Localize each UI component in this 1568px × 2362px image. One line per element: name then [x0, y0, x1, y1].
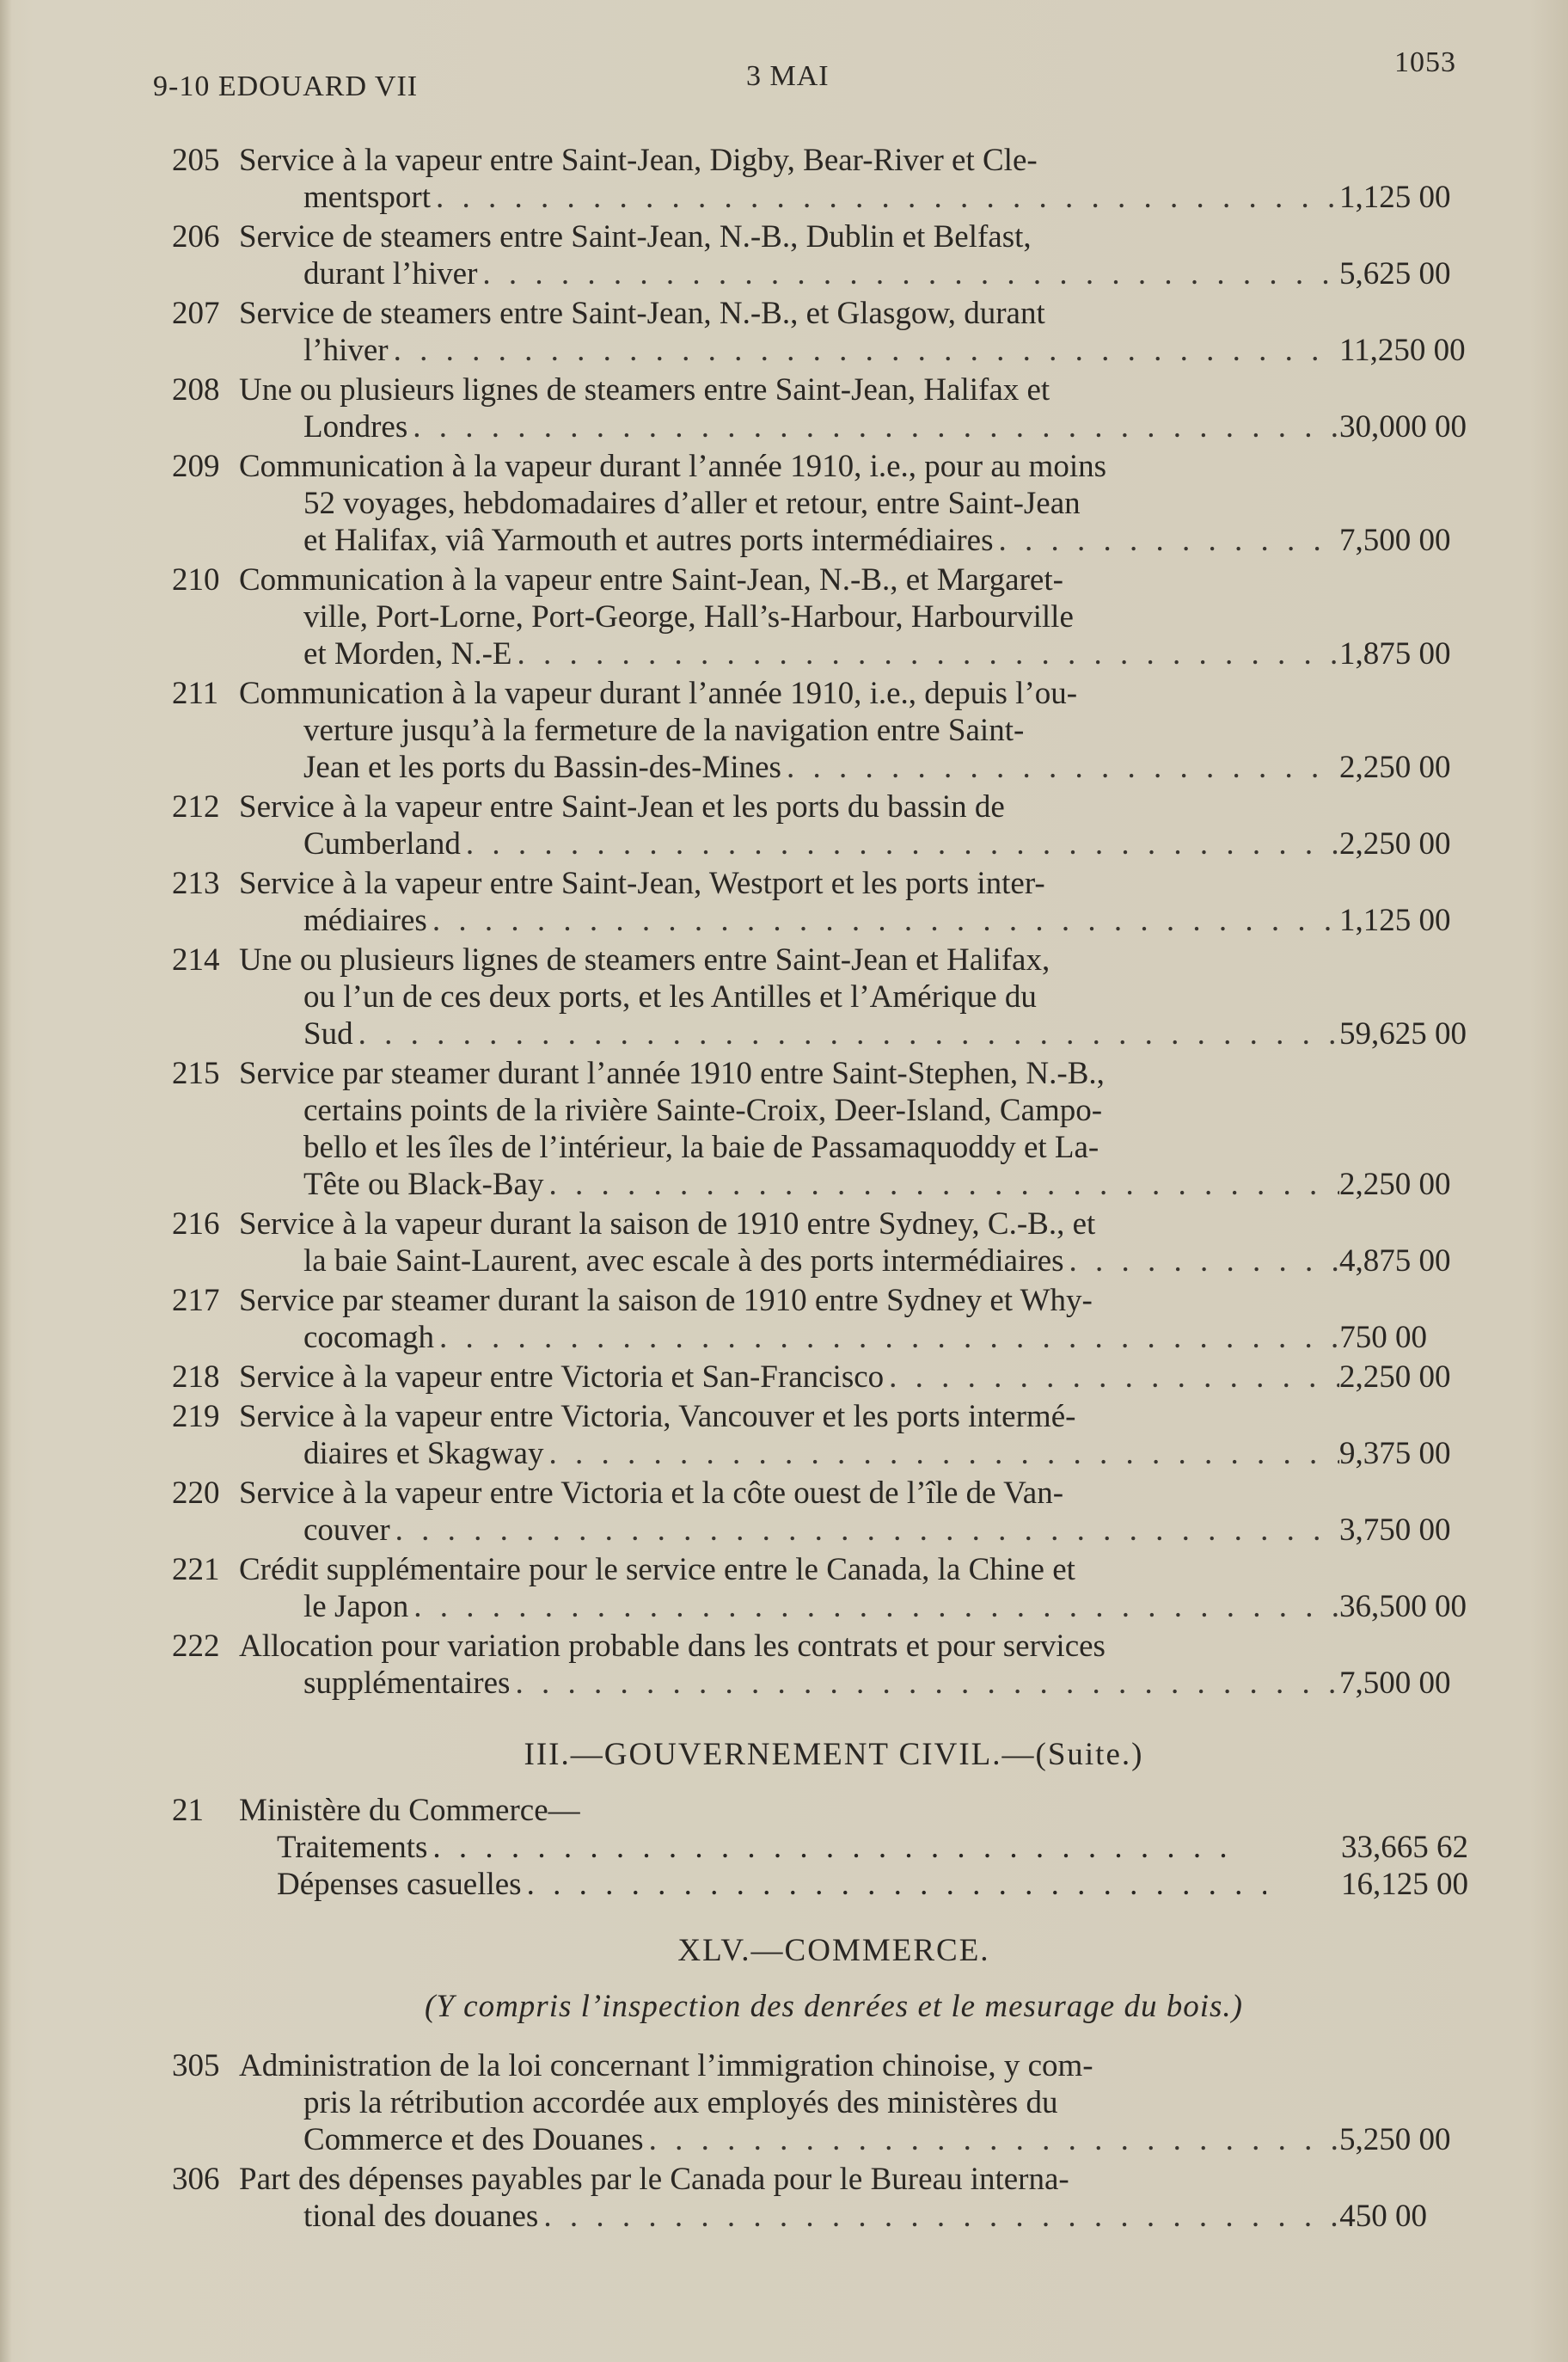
entry-line: 52 voyages, hebdomadaires d’aller et retour, entre Saint-Jean [303, 486, 1081, 521]
entry-number: 210 [172, 562, 220, 598]
ministry-head: Ministère du Commerce— [239, 1793, 580, 1828]
dot-leaders [1069, 1242, 1339, 1279]
entry-description [239, 1055, 1339, 1203]
entry-amount: 11,250 00 [1339, 333, 1466, 368]
dot-leaders [548, 1166, 1339, 1203]
entry-line: Service de steamers entre Saint-Jean, N.-B., et Glasgow, durant [239, 296, 1045, 331]
ministry-items [172, 1829, 1496, 1903]
dot-leaders [515, 1665, 1339, 1702]
entry-line: Allocation pour variation probable dans les contrats et pour services [239, 1629, 1106, 1664]
entry-line: verture jusqu’à la fermeture de la navigation entre Saint- [303, 713, 1025, 748]
dot-leaders [482, 255, 1339, 292]
entry-line: Londres [303, 409, 408, 445]
entry-number: 218 [172, 1359, 220, 1395]
entry-amount: 30,000 00 [1339, 409, 1467, 445]
entry-line: la baie Saint-Laurent, avec escale à des ports intermédiaires [303, 1243, 1064, 1279]
entry-line: pris la rétribution accordée aux employés des ministères du [303, 2085, 1058, 2120]
budget-entry [172, 1475, 1496, 1549]
dot-leaders [432, 902, 1339, 939]
entry-amount: 1,875 00 [1339, 636, 1451, 672]
entry-line: ou l’un de ces deux ports, et les Antilles et l’Amérique du [303, 979, 1037, 1015]
entry-description [239, 1359, 1339, 1396]
budget-entry [172, 1282, 1496, 1356]
entry-last-line [239, 635, 1339, 672]
entry-number: 208 [172, 372, 220, 408]
entry-last-line [239, 1588, 1339, 1625]
entry-last-line [239, 902, 1339, 939]
entry-number: 212 [172, 789, 220, 825]
budget-entry [172, 448, 1496, 559]
entry-line: médiaires [303, 903, 427, 938]
entry-description [239, 371, 1339, 445]
entry-last-line [239, 1015, 1339, 1052]
entry-last-line [239, 1359, 1339, 1396]
item-amount: 33,665 62 [1341, 1830, 1468, 1865]
entry-description [239, 942, 1339, 1052]
dot-leaders [548, 1435, 1339, 1472]
entry-number: 219 [172, 1399, 220, 1434]
entry-line: ville, Port-Lorne, Port-George, Hall’s-Harbour, Harbourville [303, 599, 1074, 635]
entry-line: tional des douanes [303, 2199, 539, 2234]
entry-line: Crédit supplémentaire pour le service entre le Canada, la Chine et [239, 1552, 1075, 1587]
entry-description [239, 2161, 1339, 2235]
dot-leaders [432, 1829, 1240, 1866]
dot-leaders [998, 522, 1339, 559]
entry-number: 209 [172, 449, 220, 484]
entry-amount: 9,375 00 [1339, 1436, 1451, 1471]
entry-line: couver [303, 1512, 390, 1548]
entry-last-line [239, 1242, 1339, 1279]
entry-amount: 7,500 00 [1339, 523, 1451, 558]
entry-line: Service à la vapeur entre Victoria et la côte ouest de l’île de Van- [239, 1475, 1064, 1511]
entry-number: 21 [172, 1793, 204, 1828]
dot-leaders [466, 825, 1339, 862]
entry-line: Une ou plusieurs lignes de steamers entre Saint-Jean et Halifax, [239, 942, 1050, 978]
entry-line: Service à la vapeur entre Victoria et San-Francisco [239, 1359, 885, 1395]
header-reign: 9-10 EDOUARD VII [153, 71, 419, 102]
entry-description [239, 218, 1339, 292]
entry-line: bello et les îles de l’intérieur, la baie de Passamaquoddy et La- [303, 1130, 1099, 1165]
entry-amount: 4,875 00 [1339, 1243, 1451, 1279]
page-header [153, 46, 1456, 112]
budget-entry [172, 218, 1496, 292]
entry-line: et Halifax, viâ Yarmouth et autres ports intermédiaires [303, 523, 994, 558]
entry-line: Communication à la vapeur entre Saint-Jean, N.-B., et Margaret- [239, 562, 1063, 598]
entry-description [239, 1206, 1339, 1279]
entry-amount: 2,250 00 [1339, 1359, 1451, 1395]
dot-leaders [394, 332, 1339, 369]
entry-line: Commerce et des Douanes [303, 2122, 644, 2157]
entry-amount: 3,750 00 [1339, 1512, 1451, 1548]
entry-line: Communication à la vapeur durant l’année 1910, i.e., depuis l’ou- [239, 676, 1078, 711]
entry-line: Service à la vapeur entre Saint-Jean et les ports du bassin de [239, 789, 1005, 825]
entry-description [239, 1398, 1339, 1472]
entry-line: Service à la vapeur entre Saint-Jean, Digby, Bear-River et Cle- [239, 143, 1038, 178]
entry-number: 221 [172, 1552, 220, 1587]
entry-line: Sud [303, 1016, 353, 1052]
entry-line: Administration de la loi concernant l’immigration chinoise, y com- [239, 2048, 1093, 2083]
entry-line: certains points de la rivière Sainte-Croix, Deer-Island, Campo- [303, 1093, 1103, 1128]
budget-entry [172, 2047, 1496, 2158]
entry-last-line [239, 1665, 1339, 1702]
page-number: 1053 [1394, 46, 1456, 78]
entry-amount: 7,500 00 [1339, 1666, 1451, 1701]
dot-leaders [436, 179, 1339, 216]
commerce-entries-list [172, 2047, 1496, 2235]
section-title-commerce: XLV.—COMMERCE. [677, 1933, 990, 1968]
entry-line: Service par steamer durant l’année 1910 entre Saint-Stephen, N.-B., [239, 1056, 1105, 1091]
entry-line: Une ou plusieurs lignes de steamers entre Saint-Jean, Halifax et [239, 372, 1050, 408]
budget-entry [172, 142, 1496, 216]
dot-leaders [649, 2121, 1339, 2158]
section-title-civil: III.—GOUVERNEMENT CIVIL.—(Suite.) [524, 1737, 1144, 1772]
entry-amount: 36,500 00 [1339, 1589, 1467, 1624]
entry-description [239, 865, 1339, 939]
entry-number: 220 [172, 1475, 220, 1511]
dot-leaders [787, 749, 1339, 786]
entry-description [239, 1551, 1339, 1625]
entry-line: Jean et les ports du Bassin-des-Mines [303, 750, 781, 785]
entry-last-line [239, 2121, 1339, 2158]
dot-leaders [413, 1588, 1339, 1625]
entry-line: Service de steamers entre Saint-Jean, N.-B., Dublin et Belfast, [239, 219, 1032, 255]
entry-last-line [239, 749, 1339, 786]
entry-number: 207 [172, 296, 220, 331]
entry-last-line [239, 179, 1339, 216]
entry-amount: 2,250 00 [1339, 750, 1451, 785]
entry-line: Communication à la vapeur durant l’année 1910, i.e., pour au moins [239, 449, 1107, 484]
dot-leaders [395, 1512, 1339, 1549]
entry-description [239, 561, 1339, 672]
entry-line: Service à la vapeur entre Saint-Jean, Westport et les ports inter- [239, 866, 1045, 901]
entry-number: 213 [172, 866, 220, 901]
entry-amount: 2,250 00 [1339, 826, 1451, 862]
dot-leaders [358, 1015, 1339, 1052]
entry-description [239, 448, 1339, 559]
dot-leaders [518, 635, 1340, 672]
budget-entry [172, 1551, 1496, 1625]
entry-number: 211 [172, 676, 219, 711]
entry-number: 214 [172, 942, 220, 978]
entry-last-line [239, 1166, 1339, 1203]
ministry-entry [172, 1792, 1496, 1829]
entries-list [172, 142, 1496, 1702]
entry-description [239, 142, 1339, 216]
entry-last-line [239, 825, 1339, 862]
item-label: Traitements [277, 1830, 428, 1865]
budget-entry [172, 675, 1496, 786]
entry-description [239, 1628, 1339, 1702]
budget-entry [172, 1359, 1496, 1396]
budget-entry [172, 942, 1496, 1052]
entry-number: 215 [172, 1056, 220, 1091]
page-body [172, 142, 1496, 2237]
dot-leaders [889, 1359, 1339, 1396]
dot-leaders [413, 408, 1339, 445]
entry-amount: 1,125 00 [1339, 903, 1451, 938]
budget-entry [172, 2161, 1496, 2235]
budget-entry [172, 1628, 1496, 1702]
entry-last-line [239, 1435, 1339, 1472]
entry-description [239, 295, 1339, 369]
entry-line: diaires et Skagway [303, 1436, 544, 1471]
entry-line: le Japon [303, 1589, 409, 1624]
entry-amount: 59,625 00 [1339, 1016, 1467, 1052]
entry-amount: 5,250 00 [1339, 2122, 1451, 2157]
entry-amount: 1,125 00 [1339, 180, 1451, 215]
entry-line: l’hiver [303, 333, 389, 368]
entry-last-line [239, 332, 1339, 369]
entry-line: Tête ou Black-Bay [303, 1167, 544, 1202]
entry-number: 216 [172, 1206, 220, 1242]
budget-entry [172, 371, 1496, 445]
ministry-item [172, 1829, 1496, 1866]
entry-last-line [239, 255, 1339, 292]
entry-line: cocomagh [303, 1320, 435, 1355]
entry-amount: 750 00 [1339, 1320, 1427, 1355]
entry-line: Part des dépenses payables par le Canada pour le Bureau interna- [239, 2162, 1069, 2197]
dot-leaders [439, 1319, 1339, 1356]
entry-description [239, 1282, 1339, 1356]
entry-line: Service par steamer durant la saison de 1910 entre Sydney et Why- [239, 1283, 1093, 1318]
ministry-item [172, 1866, 1496, 1903]
item-label: Dépenses casuelles [277, 1867, 522, 1902]
entry-amount: 2,250 00 [1339, 1167, 1451, 1202]
entry-number: 205 [172, 143, 220, 178]
budget-entry [172, 865, 1496, 939]
entry-description [239, 1475, 1339, 1549]
entry-line: Service à la vapeur durant la saison de 1910 entre Sydney, C.-B., et [239, 1206, 1096, 1242]
item-amount: 16,125 00 [1341, 1867, 1468, 1902]
entry-number: 217 [172, 1283, 220, 1318]
entry-description [239, 675, 1339, 786]
entry-description [239, 788, 1339, 862]
entry-last-line [239, 408, 1339, 445]
entry-amount: 5,625 00 [1339, 256, 1451, 291]
entry-number: 305 [172, 2048, 220, 2083]
budget-entry [172, 1398, 1496, 1472]
section-subtitle-commerce: (Y compris l’inspection des denrées et le mesurage du bois.) [425, 1989, 1243, 2024]
budget-entry [172, 788, 1496, 862]
budget-entry [172, 1055, 1496, 1203]
header-date: 3 MAI [746, 60, 830, 92]
entry-last-line [239, 1319, 1339, 1356]
entry-number: 306 [172, 2162, 220, 2197]
entry-last-line [239, 2198, 1339, 2235]
entry-line: Cumberland [303, 826, 461, 862]
entry-number: 206 [172, 219, 220, 255]
budget-entry [172, 295, 1496, 369]
entry-line: Service à la vapeur entre Victoria, Vancouver et les ports intermé- [239, 1399, 1076, 1434]
entry-line: et Morden, N.-E [303, 636, 512, 672]
entry-line: supplémentaires [303, 1666, 511, 1701]
dot-leaders [543, 2198, 1339, 2235]
entry-amount: 450 00 [1339, 2199, 1427, 2234]
entry-line: durant l’hiver [303, 256, 478, 291]
entry-description [239, 2047, 1339, 2158]
entry-last-line [239, 522, 1339, 559]
entry-line: mentsport [303, 180, 431, 215]
entry-number: 222 [172, 1629, 220, 1664]
budget-entry [172, 561, 1496, 672]
budget-entry [172, 1206, 1496, 1279]
entry-last-line [239, 1512, 1339, 1549]
dot-leaders [527, 1866, 1266, 1903]
